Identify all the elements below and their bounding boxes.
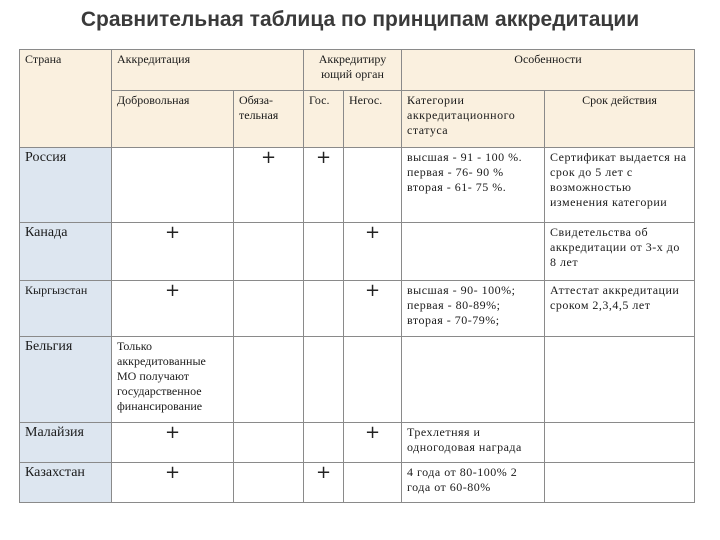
mandatory-cell [234, 423, 304, 463]
categories-cell: 4 года от 80-100% 2 года от 60-80% [402, 463, 545, 503]
header-accreditation: Аккредитация [112, 50, 304, 91]
mandatory-cell: + [234, 148, 304, 223]
voluntary-cell: + [112, 463, 234, 503]
mandatory-cell [234, 463, 304, 503]
categories-cell [402, 337, 545, 423]
validity-cell: Свидетельства об аккредитации от 3-х до 8 лет [545, 223, 695, 281]
header-nongov: Негос. [344, 91, 402, 148]
table-row [20, 281, 695, 337]
gov-cell [304, 423, 344, 463]
validity-cell: Аттестат аккредитации сроком 2,3,4,5 лет [545, 281, 695, 337]
gov-cell [304, 337, 344, 423]
validity-cell [545, 423, 695, 463]
header-gov: Гос. [304, 91, 344, 148]
nongov-cell [344, 463, 402, 503]
table-row [20, 148, 695, 223]
page-title: Сравнительная таблица по принципам аккредитации [80, 8, 640, 31]
voluntary-cell: + [112, 281, 234, 337]
voluntary-cell: + [112, 423, 234, 463]
mandatory-cell [234, 223, 304, 281]
validity-cell [545, 337, 695, 423]
categories-cell: высшая - 90- 100%; первая - 80-89%; вторая - 70-79%; [402, 281, 545, 337]
mandatory-cell [234, 337, 304, 423]
header-accrediting-body: Аккредитиру ющий орган [304, 50, 402, 91]
gov-cell: + [304, 463, 344, 503]
country-cell: Казахстан [20, 463, 112, 503]
header-row-2 [20, 91, 695, 148]
country-cell: Россия [20, 148, 112, 223]
voluntary-cell: + [112, 223, 234, 281]
header-features: Особенности [402, 50, 695, 91]
categories-cell [402, 223, 545, 281]
categories-cell: Трехлетняя и одногодовая награда [402, 423, 545, 463]
table-row [20, 223, 695, 281]
categories-cell: высшая - 91 - 100 %. первая - 76- 90 % вторая - 61- 75 %. [402, 148, 545, 223]
nongov-cell: + [344, 423, 402, 463]
voluntary-cell [112, 148, 234, 223]
nongov-cell: + [344, 223, 402, 281]
voluntary-cell: Только аккредитованные МО получают государственное финансирование [112, 337, 234, 423]
header-validity: Срок действия [545, 91, 695, 148]
header-row-1 [20, 50, 695, 91]
header-country: Страна [20, 50, 112, 148]
header-voluntary: Добровольная [112, 91, 234, 148]
table-row [20, 423, 695, 463]
header-mandatory: Обяза- тельная [234, 91, 304, 148]
gov-cell: + [304, 148, 344, 223]
gov-cell [304, 281, 344, 337]
country-cell: Кыргызстан [20, 281, 112, 337]
nongov-cell [344, 337, 402, 423]
table-row [20, 463, 695, 503]
mandatory-cell [234, 281, 304, 337]
gov-cell [304, 223, 344, 281]
country-cell: Малайзия [20, 423, 112, 463]
country-cell: Канада [20, 223, 112, 281]
header-categories: Категории аккредитационного статуса [402, 91, 545, 148]
nongov-cell [344, 148, 402, 223]
country-cell: Бельгия [20, 337, 112, 423]
validity-cell: Сертификат выдается на срок до 5 лет с возможностью изменения категории [545, 148, 695, 223]
validity-cell [545, 463, 695, 503]
accreditation-comparison-table [19, 49, 695, 503]
table-row [20, 337, 695, 423]
nongov-cell: + [344, 281, 402, 337]
